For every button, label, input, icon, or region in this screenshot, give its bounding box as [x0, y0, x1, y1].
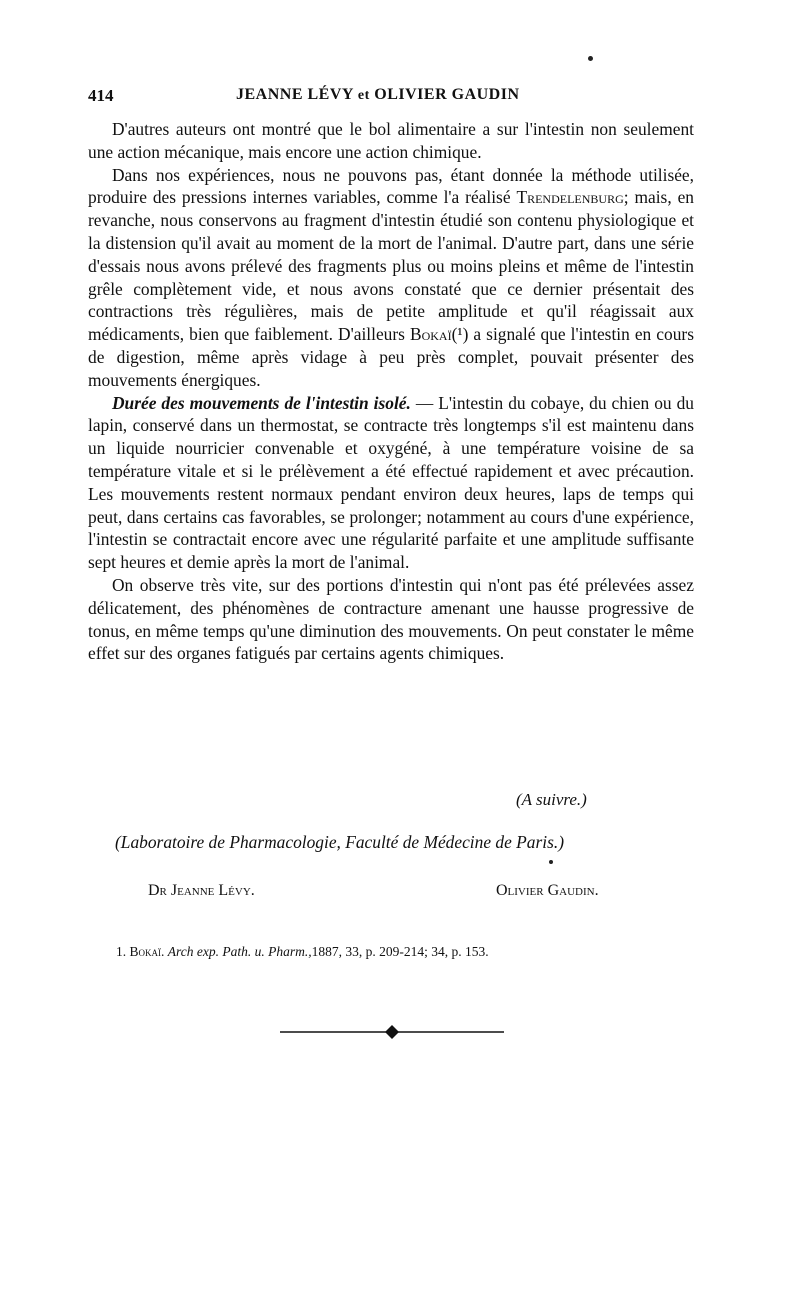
- author-name-trendelenburg: Trendelenburg: [516, 187, 624, 208]
- footnote-citation: 1887, 33, p. 209-214; 34, p. 153.: [311, 944, 489, 959]
- section-run-in-heading: Durée des mouvements de l'intestin isolé.: [112, 392, 411, 413]
- footnote: [116, 944, 676, 960]
- running-header: [88, 86, 708, 110]
- page-number: 414: [88, 86, 114, 105]
- footnote-author: Bokaï.: [129, 944, 165, 959]
- paragraph-2-part-c: a signalé que l'intestin en cours de digestion, même après vidage à peu près complet, pouvait présenter des mouvements énergiques.: [88, 324, 694, 390]
- header-title: [236, 86, 520, 104]
- author-name-bokai: Bokaï: [409, 324, 452, 345]
- paragraph-2-part-a: Dans nos expériences, nous ne pouvons pas, étant donnée la méthode utilisée, produire des pressions internes variables, comme l'a réalisé: [88, 164, 694, 208]
- signature-jeanne-levy: Dr Jeanne Lévy.: [148, 882, 255, 899]
- signatures: [148, 882, 648, 906]
- footnote-number: 1.: [116, 944, 127, 959]
- paragraph-2: [88, 164, 694, 392]
- paragraph-2-part-b: ; mais, en revanche, nous conservons au fragment d'intestin étudié son contenu physiologique et la distension qu'il avait au moment de la mort de l'animal. D'autre part, dans une série d'essais nous avons prélevé des fragments plus ou moins pleins et même de l'intestin grêle complètement vide, et nous avons constaté que ce dernier présentait des contractions très régulières, mais de petite amplitude et qu'il réagissait aux médicaments, bien que faiblement. D'ailleurs: [88, 187, 694, 345]
- header-conjunction: et: [357, 88, 370, 103]
- to-be-continued: (A suivre.): [516, 790, 587, 809]
- ink-dot: [549, 860, 553, 864]
- paragraph-3-text: — L'intestin du cobaye, du chien ou du lapin, conservé dans un thermostat, se contracte très longtemps s'il est maintenu dans un liquide nourricier convenable et oxygéné, à une température voisine de sa température vitale et si le prélèvement a été effectué rapidement et avec précaution. Les mouvements restent normaux pendant environ deux heures, laps de temps qui peut, dans certains cas favorables, se prolonger; notamment au cours d'une expérience, l'intestin se contractait encore avec une régularité parfaite et une amplitude suffisante sept heures et demie après la mort de l'animal.: [88, 392, 694, 573]
- signature-olivier-gaudin: Olivier Gaudin.: [496, 882, 599, 899]
- paragraph-1: D'autres auteurs ont montré que le bol alimentaire a sur l'intestin non seulement une action mécanique, mais encore une action chimique.: [88, 119, 694, 162]
- paragraph-3: [88, 392, 694, 574]
- header-author-2: OLIVIER GAUDIN: [374, 86, 520, 103]
- laboratory-affiliation: (Laboratoire de Pharmacologie, Faculté de Médecine de Paris.): [115, 832, 564, 852]
- footnote-reference: (¹): [451, 324, 469, 345]
- body-text: [88, 118, 694, 665]
- footnote-journal: Arch exp. Path. u. Pharm.,: [167, 944, 312, 959]
- ink-speck: [588, 56, 593, 61]
- end-ornament-divider: [280, 1022, 504, 1042]
- header-author-1: JEANNE LÉVY: [236, 86, 354, 103]
- paragraph-4: On observe très vite, sur des portions d'intestin qui n'ont pas été prélevées assez délicatement, des phénomènes de contracture amenant une hausse progressive de tonus, en même temps qu'une diminution des mouvements. On peut constater le même effet sur des organes fatigués par certains agents chimiques.: [88, 574, 694, 664]
